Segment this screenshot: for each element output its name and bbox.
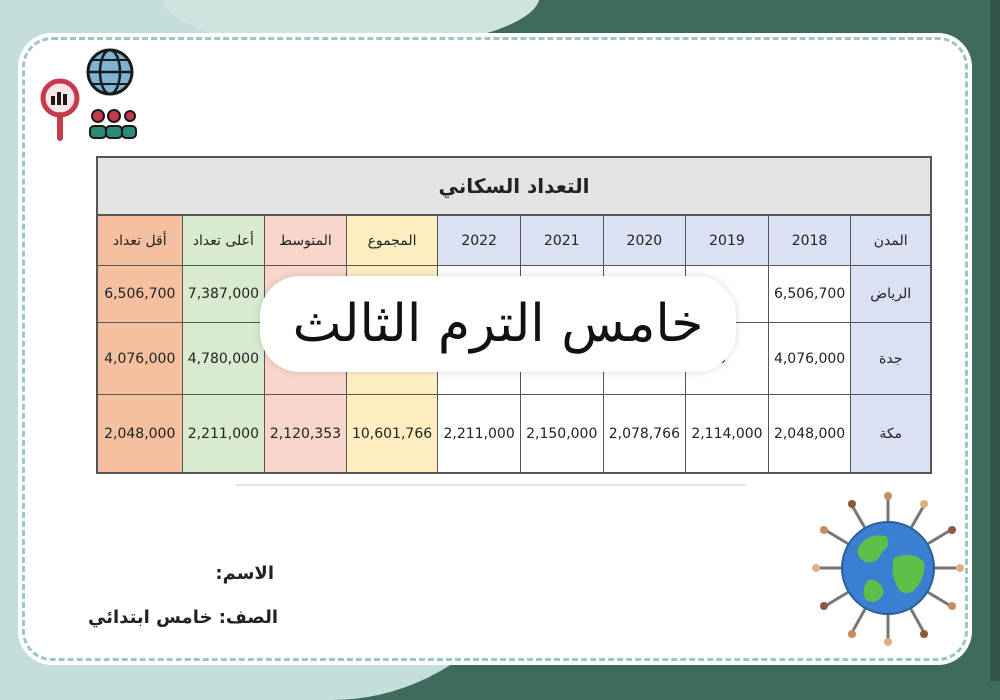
max-cell: 2,211,000 (182, 395, 265, 473)
table-cell: 2,048,000 (768, 395, 851, 473)
table-cell: 2,150,000 (520, 395, 603, 473)
header-cell: 2020 (603, 216, 686, 266)
header-cell: أعلى تعداد (182, 216, 265, 266)
header-cell: المجموع (346, 216, 438, 266)
table-row (98, 395, 930, 473)
table-header-row (98, 216, 930, 266)
divider-line (236, 484, 746, 486)
max-cell: 4,780,000 (182, 323, 265, 395)
table-cell: 2,114,000 (685, 395, 768, 473)
term-banner: خامس الترم الثالث (260, 276, 736, 372)
table-cell: 4,076,000 (768, 323, 851, 395)
city-cell: مكة (850, 395, 930, 473)
header-cell: المدن (850, 216, 930, 266)
world-people-globe-icon (808, 488, 968, 648)
table-cell: 2,211,000 (437, 395, 520, 473)
census-magnifier-globe-icon (38, 46, 138, 146)
sum-cell: 10,601,766 (346, 395, 438, 473)
student-class-label: الصف: خامس ابتدائي (88, 607, 278, 628)
table-title: التعداد السكاني (98, 158, 930, 216)
min-cell: 2,048,000 (98, 395, 182, 473)
min-cell: 6,506,700 (98, 266, 182, 323)
avg-cell: 2,120,353 (264, 395, 346, 473)
header-cell: أقل تعداد (98, 216, 182, 266)
header-cell: 2019 (685, 216, 768, 266)
max-cell: 7,387,000 (182, 266, 265, 323)
min-cell: 4,076,000 (98, 323, 182, 395)
table-cell: 2,078,766 (603, 395, 686, 473)
city-cell: الرياض (850, 266, 930, 323)
header-cell: المتوسط (264, 216, 346, 266)
header-cell: 2018 (768, 216, 851, 266)
header-cell: 2021 (520, 216, 603, 266)
table-cell: 6,506,700 (768, 266, 851, 323)
background-edge (990, 0, 1000, 681)
city-cell: جدة (850, 323, 930, 395)
header-cell: 2022 (437, 216, 520, 266)
student-name-label: الاسم: (215, 563, 274, 584)
